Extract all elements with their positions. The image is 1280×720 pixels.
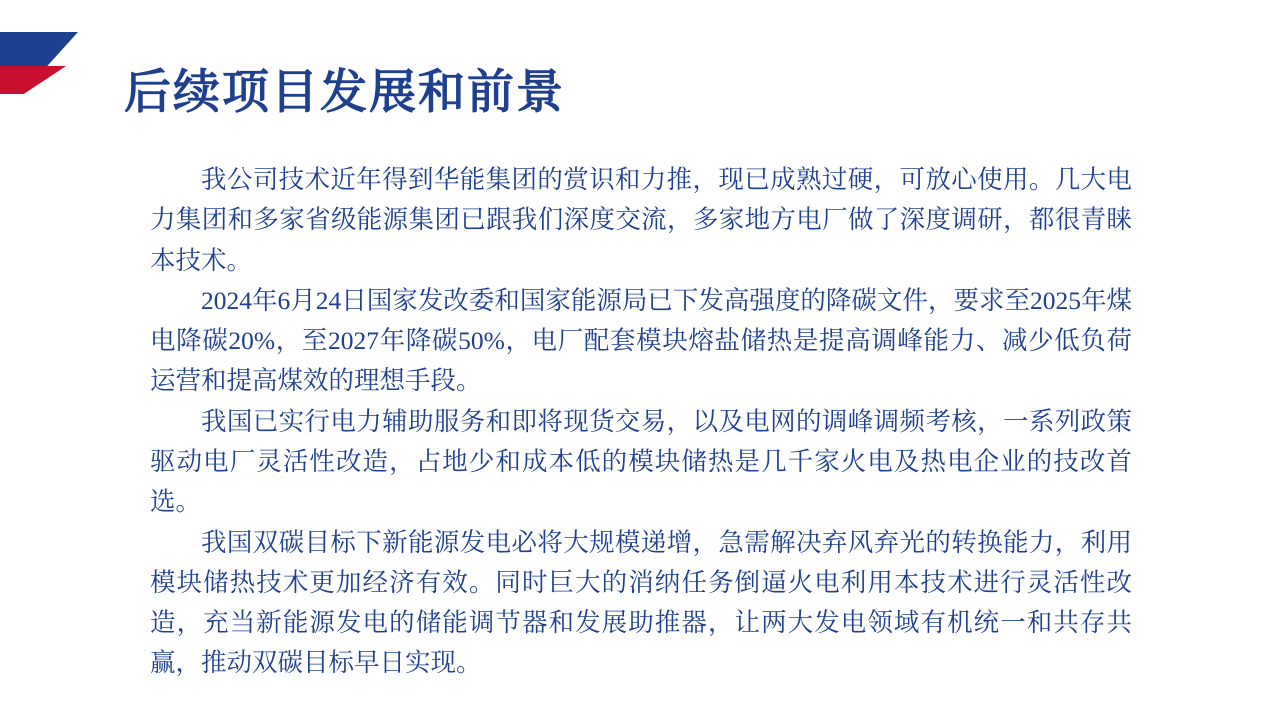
body-content: [150, 160, 1132, 684]
paragraph-1: 我公司技术近年得到华能集团的赏识和力推，现已成熟过硬，可放心使用。几大电力集团和多家省级能源集团已跟我们深度交流，多家地方电厂做了深度调研，都很青睐本技术。: [150, 165, 1132, 275]
decorative-flag-mark: [0, 32, 78, 94]
page-title: 后续项目发展和前景: [124, 65, 565, 120]
paragraph-4: 我国双碳目标下新能源发电必将大规模递增，急需解决弃风弃光的转换能力，利用模块储热技术更加经济有效。同时巨大的消纳任务倒逼火电利用本技术进行灵活性改造，充当新能源发电的储能调节器和发展助推器，让两大发电领域有机统一和共存共赢，推动双碳目标早日实现。: [150, 527, 1132, 678]
flag-blue-shape: [0, 32, 78, 70]
flag-red-shape: [0, 66, 66, 94]
paragraph-3: 我国已实行电力辅助服务和即将现货交易，以及电网的调峰调频考核，一系列政策驱动电厂灵活性改造，占地少和成本低的模块储热是几千家火电及热电企业的技改首选。: [150, 406, 1132, 517]
paragraph-2: 2024年6月24日国家发改委和国家能源局已下发高强度的降碳文件，要求至2025年煤电降碳20%，至2027年降碳50%，电厂配套模块熔盐储热是提高调峰能力、减少低负荷运营和提高煤效的理想手段。: [150, 285, 1132, 396]
